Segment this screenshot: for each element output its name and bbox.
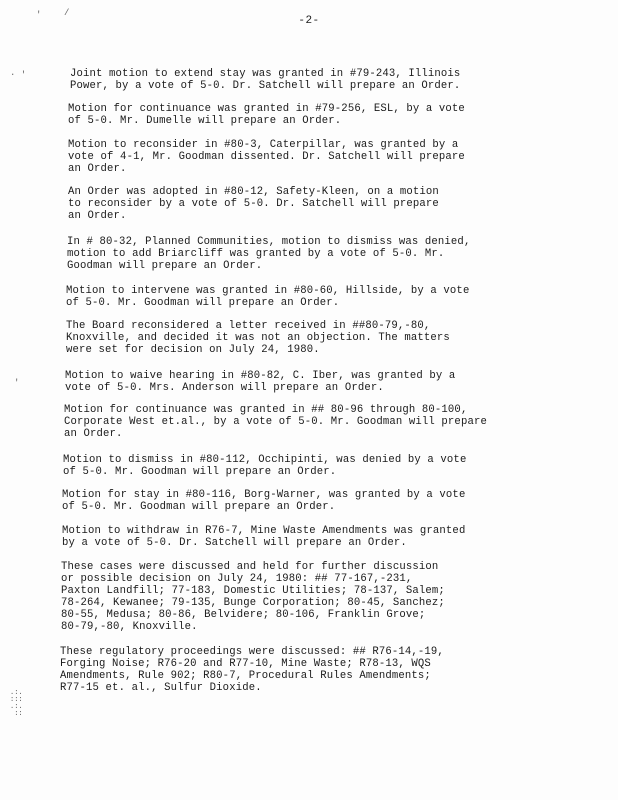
paragraph: The Board reconsidered a letter received in ##80-79,-80, Knoxville, and decided it was not an objection. The matters were set for decision on July 24, 1980.	[66, 320, 450, 356]
paragraph: Motion to waive hearing in #80-82, C. Iber, was granted by a vote of 5-0. Mrs. Anderson will prepare an Order.	[65, 370, 456, 394]
paragraph: These cases were discussed and held for further discussion or possible decision on July 24, 1980: ## 77-167,-231, Paxton Landfill; 77-183, Domestic Utilities; 78-137, Salem; 78-264, Kewanee; 79-135, Bunge Corporation; 80-45, Sanchez; 80-55, Medusa; 80-86, Belvidere; 80-106, Franklin Grove; 80-79,-80, Knoxville.	[61, 561, 445, 633]
scan-speck: '	[14, 378, 20, 388]
paragraph: Motion for continuance was granted in ## 80-96 through 80-100, Corporate West et.al., by a vote of 5-0. Mr. Goodman will prepare an Order.	[64, 404, 487, 440]
scan-speck: · '	[10, 70, 27, 80]
paragraph: Motion to intervene was granted in #80-60, Hillside, by a vote of 5-0. Mr. Goodman will prepare an Order.	[66, 285, 470, 309]
paragraph: In # 80-32, Planned Communities, motion to dismiss was denied, motion to add Briarcliff was granted by a vote of 5-0. Mr. Goodman will prepare an Order.	[67, 236, 471, 272]
paragraph: Joint motion to extend stay was granted in #79-243, Illinois Power, by a vote of 5-0. Dr. Satchell will prepare an Order.	[70, 68, 461, 92]
page-number: -2-	[298, 15, 320, 27]
paragraph: Motion to reconsider in #80-3, Caterpillar, was granted by a vote of 4-1, Mr. Goodman dissented. Dr. Satchell will prepare an Order.	[68, 139, 465, 175]
scan-speck: '	[36, 10, 42, 20]
paragraph: These regulatory proceedings were discussed: ## R76-14,-19, Forging Noise; R76-20 and R77-10, Mine Waste; R78-13, WQS Amendments, Rule 902; R80-7, Procedural Rules Amendments; R77-15 et. al., Sulfur Dioxide.	[60, 646, 444, 694]
paragraph: Motion to dismiss in #80-112, Occhipinti, was denied by a vote of 5-0. Mr. Goodman will prepare an Order.	[63, 454, 467, 478]
paragraph: Motion for stay in #80-116, Borg-Warner, was granted by a vote of 5-0. Mr. Goodman will prepare an Order.	[62, 489, 466, 513]
paragraph: Motion for continuance was granted in #79-256, ESL, by a vote of 5-0. Mr. Dumelle will prepare an Order.	[68, 103, 465, 127]
scan-noise: .:. ::: .:. ::	[10, 689, 23, 718]
paragraph: An Order was adopted in #80-12, Safety-Kleen, on a motion to reconsider by a vote of 5-0. Dr. Satchell will prepare an Order.	[68, 186, 439, 222]
paragraph: Motion to withdraw in R76-7, Mine Waste Amendments was granted by a vote of 5-0. Dr. Satchell will prepare an Order.	[62, 525, 466, 549]
scan-speck: /	[64, 8, 70, 18]
